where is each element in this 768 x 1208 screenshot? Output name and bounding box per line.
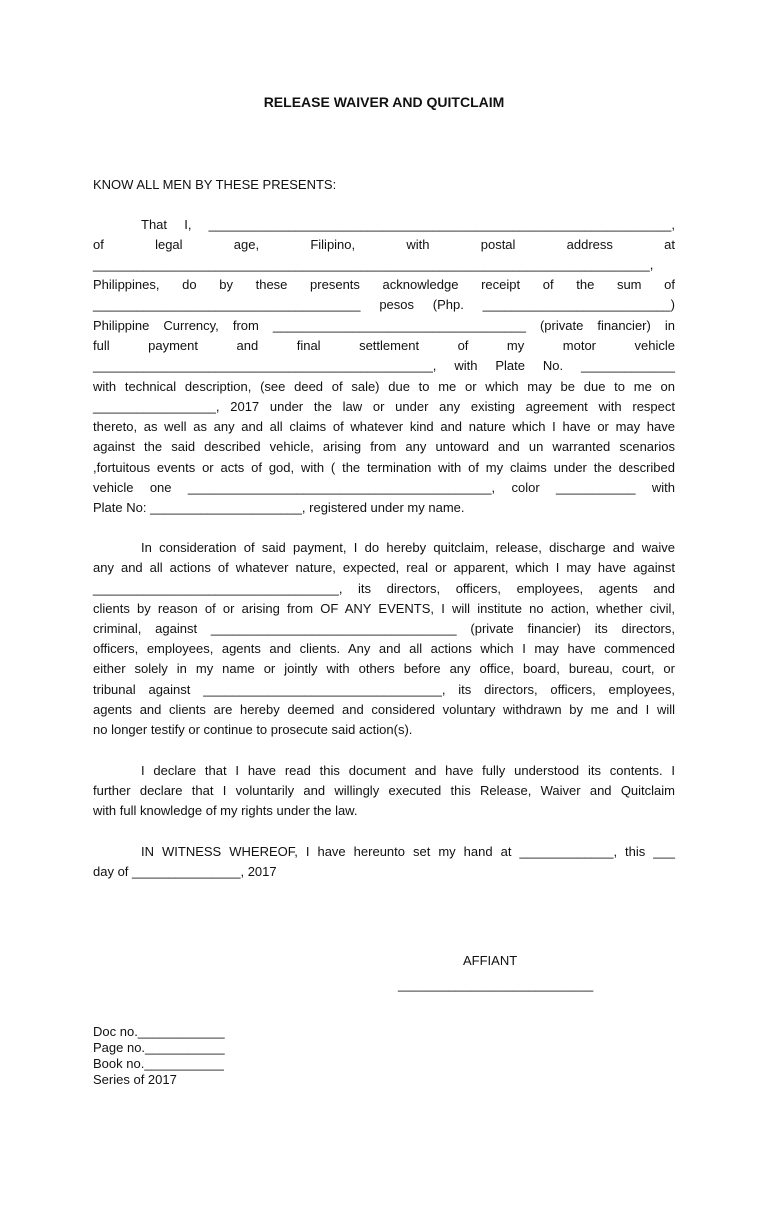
body-line: criminal, against __________________________________ (private financier) its directors, [93, 621, 675, 636]
body-line: officers, employees, agents and clients. Any and all actions which I may have commenced [93, 641, 675, 656]
document-title: RELEASE WAIVER AND QUITCLAIM [263, 94, 505, 110]
opening-line: KNOW ALL MEN BY THESE PRESENTS: [93, 177, 337, 192]
body-line: _______________________________________________, with Plate No. _____________ [93, 358, 675, 373]
body-line: Philippine Currency, from ___________________________________ (private financier) in [93, 318, 675, 333]
body-line: against the said described vehicle, arising from any untoward and un warranted scenarios [93, 439, 675, 454]
body-line: That I, ________________________________________________________________, [141, 217, 675, 232]
body-line: _________________, 2017 under the law or under any existing agreement with respect [93, 399, 675, 414]
body-line: In consideration of said payment, I do hereby quitclaim, release, discharge and waive [141, 540, 675, 555]
body-line: ,fortuitous events or acts of god, with ( the termination with of my claims under the described [93, 460, 675, 475]
body-line: agents and clients are hereby deemed and considered voluntary withdrawn by me and I will [93, 702, 675, 717]
body-line: any and all actions of whatever nature, expected, real or apparent, which I may have against [93, 560, 675, 575]
doc-no: Doc no.____________ [93, 1024, 225, 1039]
body-line: _____________________________________________________________________________, [93, 257, 654, 272]
body-line: further declare that I voluntarily and willingly executed this Release, Waiver and Quitclaim [93, 783, 675, 798]
body-line: vehicle one __________________________________________, color ___________ with [93, 480, 675, 495]
body-line: no longer testify or continue to prosecute said action(s). [93, 722, 413, 737]
body-line: __________________________________, its directors, officers, employees, agents and [93, 581, 675, 596]
body-line: with full knowledge of my rights under the law. [93, 803, 358, 818]
body-line: with technical description, (see deed of sale) due to me or which may be due to me on [93, 379, 675, 394]
body-line: tribunal against _________________________________, its directors, officers, employees, [93, 682, 675, 697]
body-line: of legal age, Filipino, with postal address at [93, 237, 675, 252]
book-no: Book no.___________ [93, 1056, 224, 1071]
body-line: day of _______________, 2017 [93, 864, 277, 879]
body-line: Philippines, do by these presents acknowledge receipt of the sum of [93, 277, 675, 292]
series: Series of 2017 [93, 1072, 177, 1087]
body-line: thereto, as well as any and all claims of whatever kind and nature which I have or may have [93, 419, 675, 434]
signature-line: ___________________________ [398, 977, 594, 992]
body-line: I declare that I have read this document and have fully understood its contents. I [141, 763, 675, 778]
body-line: IN WITNESS WHEREOF, I have hereunto set my hand at _____________, this ___ [141, 844, 675, 859]
body-line: Plate No: _____________________, registered under my name. [93, 500, 465, 515]
body-line: _____________________________________ pesos (Php. __________________________) [93, 297, 675, 312]
body-line: clients by reason of or arising from OF ANY EVENTS, I will institute no action, whether civil, [93, 601, 675, 616]
body-line: full payment and final settlement of my motor vehicle [93, 338, 675, 353]
body-line: either solely in my name or jointly with others before any office, board, bureau, court, or [93, 661, 675, 676]
page-no: Page no.___________ [93, 1040, 225, 1055]
affiant-label: AFFIANT [463, 953, 518, 968]
